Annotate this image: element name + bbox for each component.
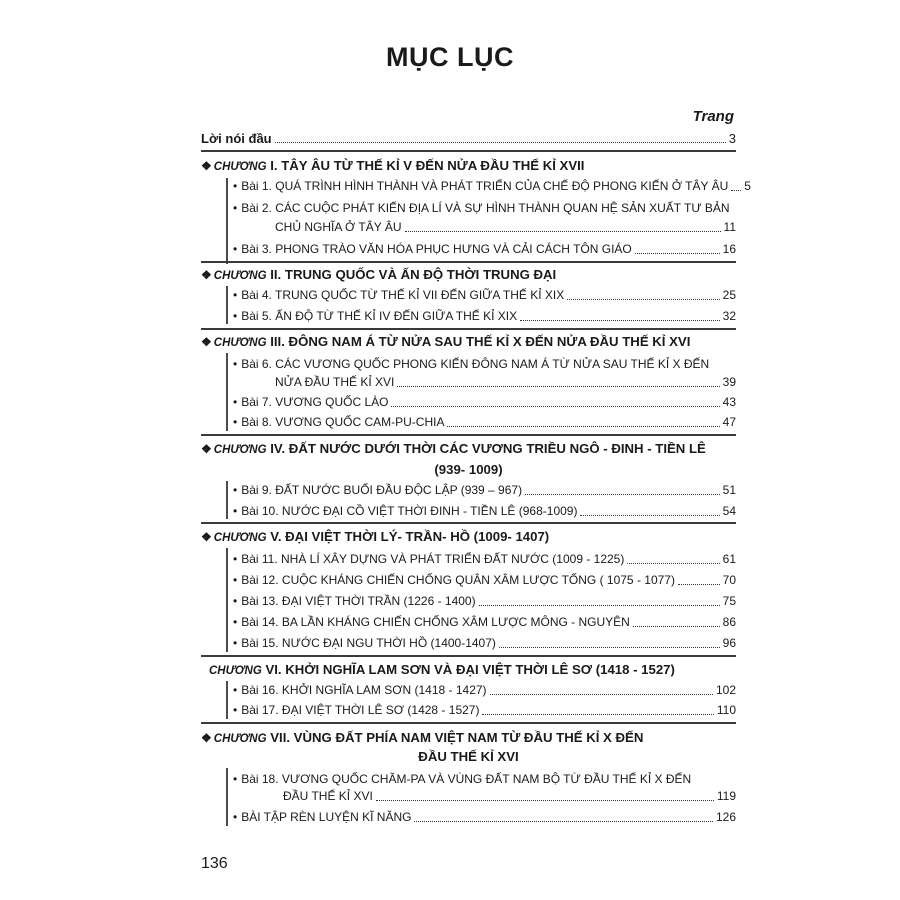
- bullet-icon: •: [233, 636, 238, 650]
- chapter-side-bar: [226, 481, 228, 519]
- chapter-heading-3[interactable]: ❖ CHƯƠNG III. ĐÔNG NAM Á TỪ NỬA SAU THẾ KỈ X ĐẾN NỬA ĐẦU THẾ KỈ XVI: [201, 334, 691, 349]
- bullet-icon: •: [233, 201, 238, 215]
- chapter-side-bar: [226, 178, 228, 264]
- chapter-heading-4[interactable]: ❖ CHƯƠNG IV. ĐẤT NƯỚC DƯỚI THỜI CÁC VƯƠNG TRIỀU NGÔ - ĐINH - TIỀN LÊ: [201, 441, 706, 456]
- diamond-icon: ❖: [201, 335, 212, 349]
- page-title: MỤC LỤC: [386, 42, 514, 72]
- toc-entry-lesson-12[interactable]: • Bài 12. CUỘC KHÁNG CHIẾN CHỐNG QUÂN XÂM LƯỢC TỐNG ( 1075 - 1077) 70: [233, 573, 736, 587]
- chapter-heading-7-line2: ĐẦU THẾ KỈ XVI: [418, 749, 519, 764]
- chapter-side-bar: [226, 548, 228, 652]
- bullet-icon: •: [233, 573, 238, 587]
- bullet-icon: •: [233, 810, 238, 824]
- toc-entry-lesson-13[interactable]: • Bài 13. ĐẠI VIỆT THỜI TRẦN (1226 - 1400) 75: [233, 594, 736, 608]
- leader-dots: [376, 799, 714, 801]
- toc-entry-lesson-4[interactable]: • Bài 4. TRUNG QUỐC TỪ THẾ KỈ VII ĐẾN GIỮA THẾ KỈ XIX 25: [233, 288, 736, 302]
- leader-dots: [525, 493, 720, 495]
- divider: [201, 522, 736, 524]
- toc-entry-lesson-6-line1[interactable]: • Bài 6. CÁC VƯƠNG QUỐC PHONG KIẾN ĐÔNG NAM Á TỪ NỬA SAU THẾ KỈ X ĐẾN: [233, 357, 710, 371]
- chapter-side-bar: [226, 286, 228, 324]
- leader-dots: [275, 141, 726, 143]
- bullet-icon: •: [233, 683, 238, 697]
- leader-dots: [633, 625, 720, 627]
- leader-dots: [580, 514, 719, 516]
- leader-dots: [635, 252, 720, 254]
- leader-dots: [499, 646, 720, 648]
- bullet-icon: •: [233, 504, 238, 518]
- toc-entry-lesson-16[interactable]: • Bài 16. KHỞI NGHĨA LAM SƠN (1418 - 1427) 102: [233, 683, 736, 697]
- leader-dots: [479, 604, 720, 606]
- toc-entry-lesson-8[interactable]: • Bài 8. VƯƠNG QUỐC CAM-PU-CHIA 47: [233, 415, 736, 429]
- toc-entry-lesson-14[interactable]: • Bài 14. BA LẦN KHÁNG CHIẾN CHỐNG XÂM LƯỢC MÔNG - NGUYÊN 86: [233, 615, 736, 629]
- divider: [201, 434, 736, 436]
- leader-dots: [490, 693, 713, 695]
- toc-entry-lesson-6[interactable]: NỬA ĐẦU THẾ KỈ XVI 39: [275, 375, 736, 389]
- diamond-icon: ❖: [201, 268, 212, 282]
- toc-entry-lesson-2-line1[interactable]: • Bài 2. CÁC CUỘC PHÁT KIẾN ĐỊA LÍ VÀ SỰ HÌNH THÀNH QUAN HỆ SẢN XUẤT TƯ BẢN: [233, 201, 730, 215]
- chapter-heading-1[interactable]: ❖ CHƯƠNG I. TÂY ÂU TỪ THẾ KỈ V ĐẾN NỬA ĐẦU THẾ KỈ XVII: [201, 158, 585, 173]
- leader-dots: [482, 713, 713, 715]
- diamond-icon: ❖: [201, 159, 212, 173]
- leader-dots: [397, 385, 719, 387]
- page-column-label: Trang: [692, 108, 734, 125]
- bullet-icon: •: [233, 309, 238, 323]
- diamond-icon: ❖: [201, 530, 212, 544]
- bullet-icon: •: [233, 357, 238, 371]
- toc-entry-lesson-11[interactable]: • Bài 11. NHÀ LÍ XÂY DỰNG VÀ PHÁT TRIỂN ĐẤT NƯỚC (1009 - 1225) 61: [233, 552, 736, 566]
- leader-dots: [678, 583, 720, 585]
- toc-entry-lesson-2[interactable]: CHỦ NGHĨA Ở TÂY ÂU 11: [275, 220, 736, 234]
- toc-entry-lesson-18[interactable]: ĐẦU THẾ KỈ XVI 119: [283, 789, 736, 803]
- chapter-side-bar: [226, 353, 228, 431]
- divider: [201, 655, 736, 657]
- leader-dots: [414, 820, 712, 822]
- leader-dots: [627, 562, 719, 564]
- leader-dots: [405, 230, 721, 232]
- toc-entry-lesson-5[interactable]: • Bài 5. ẤN ĐỘ TỪ THẾ KỈ IV ĐẾN GIỮA THẾ KỈ XIX 32: [233, 309, 736, 323]
- toc-entry-lesson-7[interactable]: • Bài 7. VƯƠNG QUỐC LÀO 43: [233, 395, 736, 409]
- toc-entry-lesson-18-line1[interactable]: • Bài 18. VƯƠNG QUỐC CHĂM-PA VÀ VÙNG ĐẤT NAM BỘ TỪ ĐẦU THẾ KỈ X ĐẾN: [233, 772, 692, 786]
- chapter-heading-2[interactable]: ❖ CHƯƠNG II. TRUNG QUỐC VÀ ẤN ĐỘ THỜI TRUNG ĐẠI: [201, 267, 557, 282]
- toc-entry-lesson-9[interactable]: • Bài 9. ĐẤT NƯỚC BUỔI ĐẦU ĐỘC LẬP (939 – 967) 51: [233, 483, 736, 497]
- leader-dots: [447, 425, 719, 427]
- toc-entry-lesson-17[interactable]: • Bài 17. ĐẠI VIỆT THỜI LÊ SƠ (1428 - 1527) 110: [233, 703, 736, 717]
- bullet-icon: •: [233, 772, 238, 786]
- bullet-icon: •: [233, 703, 238, 717]
- leader-dots: [520, 319, 720, 321]
- bullet-icon: •: [233, 179, 238, 193]
- divider: [201, 261, 736, 263]
- chapter-side-bar: [226, 681, 228, 719]
- chapter-heading-6[interactable]: CHƯƠNG VI. KHỞI NGHĨA LAM SƠN VÀ ĐẠI VIỆT THỜI LÊ SƠ (1418 - 1527): [209, 662, 675, 677]
- chapter-heading-4-line2: (939- 1009): [434, 462, 503, 477]
- bullet-icon: •: [233, 615, 238, 629]
- diamond-icon: ❖: [201, 442, 212, 456]
- bullet-icon: •: [233, 395, 238, 409]
- toc-entry-lesson-3[interactable]: • Bài 3. PHONG TRÀO VĂN HÓA PHỤC HƯNG VÀ CẢI CÁCH TÔN GIÁO 16: [233, 242, 736, 256]
- bullet-icon: •: [233, 594, 238, 608]
- toc-entry-intro[interactable]: Lời nói đầu 3: [201, 131, 736, 146]
- bullet-icon: •: [233, 552, 238, 566]
- chapter-heading-5[interactable]: ❖ CHƯƠNG V. ĐẠI VIỆT THỜI LÝ- TRẦN- HỒ (1009- 1407): [201, 529, 550, 544]
- toc-entry-lesson-1[interactable]: • Bài 1. QUÁ TRÌNH HÌNH THÀNH VÀ PHÁT TRIỂN CỦA CHẾ ĐỘ PHONG KIẾN Ở TÂY ÂU 5: [233, 179, 751, 193]
- chapter-side-bar: [226, 768, 228, 826]
- bullet-icon: •: [233, 415, 238, 429]
- page-number: 136: [201, 855, 228, 872]
- bullet-icon: •: [233, 288, 238, 302]
- toc-entry-lesson-15[interactable]: • Bài 15. NƯỚC ĐẠI NGU THỜI HỒ (1400-1407) 96: [233, 636, 736, 650]
- toc-entry-skills-exercises[interactable]: • BÀI TẬP RÈN LUYỆN KĨ NĂNG 126: [233, 810, 736, 824]
- leader-dots: [567, 298, 719, 300]
- divider: [201, 722, 736, 724]
- bullet-icon: •: [233, 242, 238, 256]
- divider: [201, 150, 736, 152]
- leader-dots: [391, 405, 719, 407]
- bullet-icon: •: [233, 483, 238, 497]
- chapter-heading-7[interactable]: ❖ CHƯƠNG VII. VÙNG ĐẤT PHÍA NAM VIỆT NAM TỪ ĐẦU THẾ KỈ X ĐẾN: [201, 730, 644, 745]
- diamond-icon: ❖: [201, 731, 212, 745]
- toc-entry-lesson-10[interactable]: • Bài 10. NƯỚC ĐẠI CỒ VIỆT THỜI ĐINH - TIỀN LÊ (968-1009) 54: [233, 504, 736, 518]
- leader-dots: [731, 189, 741, 191]
- divider: [201, 328, 736, 330]
